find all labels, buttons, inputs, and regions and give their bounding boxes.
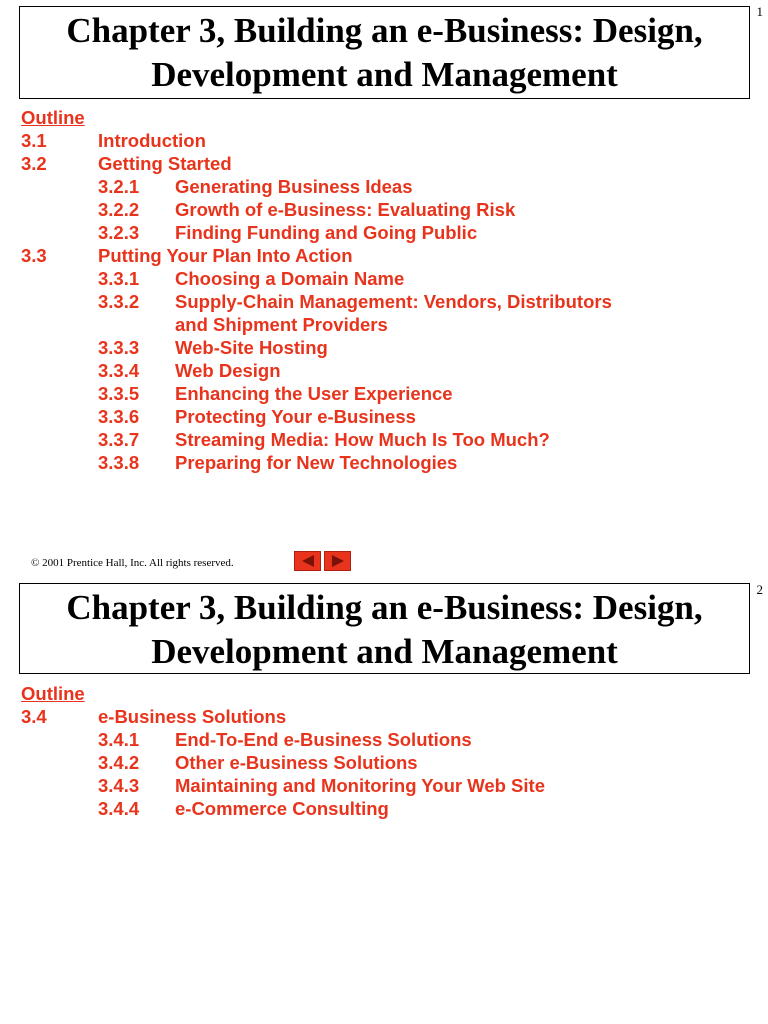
section-number: 3.3.2 bbox=[98, 291, 140, 312]
section-number: 3.4 bbox=[21, 706, 47, 727]
section-title: Web-Site Hosting bbox=[175, 337, 328, 358]
slide-title bbox=[19, 6, 750, 99]
slide-2 bbox=[0, 578, 768, 1024]
section-title: Other e-Business Solutions bbox=[175, 752, 418, 773]
outline-item bbox=[21, 129, 741, 152]
section-title: e-Business Solutions bbox=[98, 706, 287, 727]
section-title: Maintaining and Monitoring Your Web Site bbox=[175, 775, 545, 796]
page-number: 1 bbox=[756, 4, 763, 19]
section-title: Introduction bbox=[98, 130, 206, 151]
outline-heading: Outline bbox=[21, 107, 85, 128]
outline bbox=[21, 106, 741, 474]
outline-item bbox=[21, 428, 741, 451]
arrow-left-icon bbox=[301, 555, 315, 567]
section-number: 3.3.8 bbox=[98, 452, 140, 473]
section-title: Putting Your Plan Into Action bbox=[98, 245, 353, 266]
outline-item bbox=[21, 405, 741, 428]
outline-item bbox=[21, 244, 741, 267]
section-title: Web Design bbox=[175, 360, 281, 381]
section-title: e-Commerce Consulting bbox=[175, 798, 389, 819]
section-number: 3.3.6 bbox=[98, 406, 140, 427]
outline-item bbox=[21, 359, 741, 382]
section-title: and Shipment Providers bbox=[175, 314, 388, 335]
section-number: 3.3.4 bbox=[98, 360, 140, 381]
outline-item bbox=[21, 797, 741, 820]
title-line-1: Chapter 3, Building an e-Business: Design, bbox=[66, 588, 703, 627]
section-number: 3.4.4 bbox=[98, 798, 140, 819]
copyright-footer: © 2001 Prentice Hall, Inc. All rights reserved. bbox=[31, 557, 234, 569]
outline-item bbox=[21, 221, 741, 244]
section-number: 3.2 bbox=[21, 153, 47, 174]
outline-item bbox=[21, 774, 741, 797]
section-title: Preparing for New Technologies bbox=[175, 452, 458, 473]
title-line-2: Development and Management bbox=[151, 632, 618, 671]
section-number: 3.4.3 bbox=[98, 775, 140, 796]
section-title: Enhancing the User Experience bbox=[175, 383, 453, 404]
section-title: Finding Funding and Going Public bbox=[175, 222, 478, 243]
arrow-right-icon bbox=[331, 555, 345, 567]
slide-title bbox=[19, 583, 750, 674]
section-number: 3.1 bbox=[21, 130, 47, 151]
page-number: 2 bbox=[756, 582, 763, 597]
title-line-1: Chapter 3, Building an e-Business: Design, bbox=[66, 11, 703, 50]
outline-item bbox=[21, 267, 741, 290]
outline-item bbox=[21, 728, 741, 751]
outline-heading: Outline bbox=[21, 683, 85, 704]
section-number: 3.3.5 bbox=[98, 383, 140, 404]
outline-item bbox=[21, 705, 741, 728]
outline-item-continuation bbox=[21, 313, 741, 336]
section-title: Choosing a Domain Name bbox=[175, 268, 405, 289]
section-title: Streaming Media: How Much Is Too Much? bbox=[175, 429, 550, 450]
next-slide-button[interactable] bbox=[324, 551, 351, 571]
section-number: 3.2.3 bbox=[98, 222, 140, 243]
section-number: 3.2.2 bbox=[98, 199, 140, 220]
slide-navigation bbox=[294, 551, 351, 571]
section-number: 3.3.7 bbox=[98, 429, 140, 450]
section-number: 3.4.1 bbox=[98, 729, 140, 750]
outline-item bbox=[21, 290, 741, 313]
previous-slide-button[interactable] bbox=[294, 551, 321, 571]
outline-item bbox=[21, 152, 741, 175]
outline-item bbox=[21, 751, 741, 774]
section-title: Generating Business Ideas bbox=[175, 176, 413, 197]
section-number: 3.3.3 bbox=[98, 337, 140, 358]
outline-item bbox=[21, 451, 741, 474]
section-number: 3.3 bbox=[21, 245, 47, 266]
section-title: Supply-Chain Management: Vendors, Distributors bbox=[175, 291, 612, 312]
outline-item bbox=[21, 336, 741, 359]
section-number: 3.4.2 bbox=[98, 752, 140, 773]
outline-item bbox=[21, 175, 741, 198]
outline-item bbox=[21, 382, 741, 405]
outline bbox=[21, 682, 741, 820]
outline-item bbox=[21, 198, 741, 221]
section-title: Protecting Your e-Business bbox=[175, 406, 416, 427]
section-title: Getting Started bbox=[98, 153, 232, 174]
section-number: 3.3.1 bbox=[98, 268, 140, 289]
section-title: Growth of e-Business: Evaluating Risk bbox=[175, 199, 516, 220]
section-title: End-To-End e-Business Solutions bbox=[175, 729, 472, 750]
section-number: 3.2.1 bbox=[98, 176, 140, 197]
title-line-2: Development and Management bbox=[151, 55, 618, 94]
